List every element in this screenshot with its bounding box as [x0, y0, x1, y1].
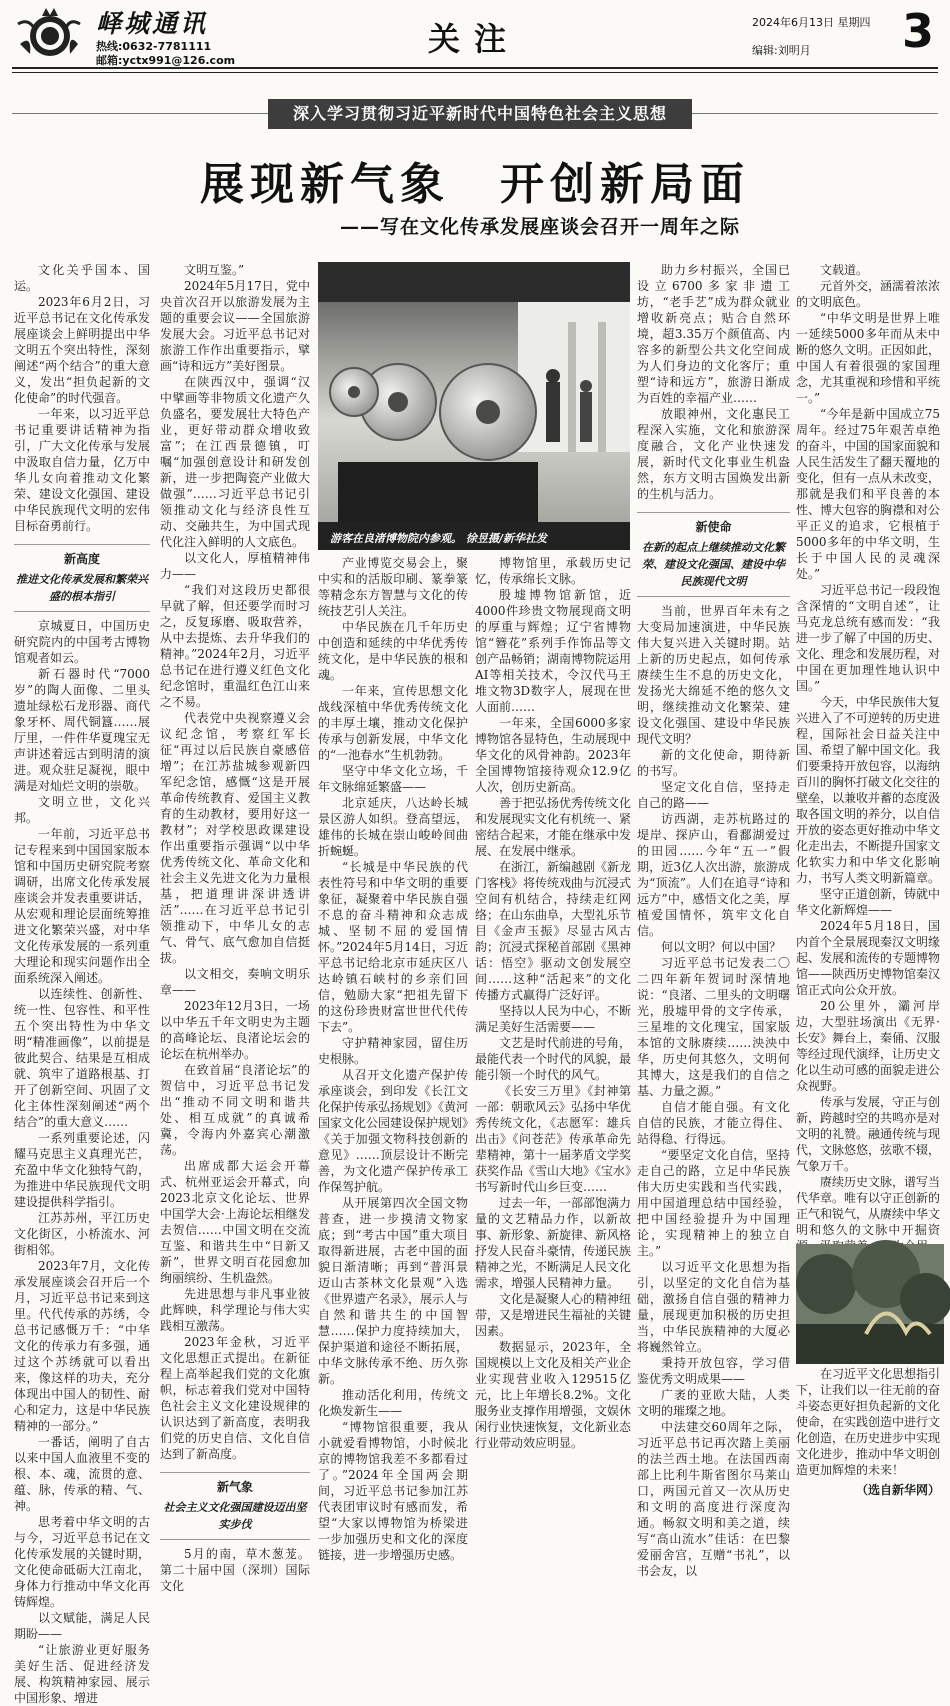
masthead-rule-thin: [12, 72, 938, 73]
paragraph: 2023年7月，文化传承发展座谈会召开后一个月，习近平总书记来到这里。代代传承的苏绣，令总书记感慨万千：“中华文化的传承力有多强，通过这个苏绣就可以看出来，像这样的功夫，充分体现出中国人的韧性、耐心和定力，这是中华民族精神的一部分。”: [14, 1259, 150, 1433]
paragraph: 江苏苏州，平江历史文化街区，小桥流水、河街相邻。: [14, 1211, 150, 1257]
paragraph: 以文赋能，满足人民期盼——: [14, 1611, 150, 1641]
paragraph: 思考着中华文明的古与今，习近平总书记在文化传承发展的关键时期，文化使命砥砺大江南北，身体力行推动中华文化再铸辉煌。: [14, 1515, 150, 1609]
paragraph: 京城夏日，中国历史研究院内的中国考古博物馆观者如云。: [14, 619, 150, 665]
paragraph: 坚持以人民为中心，不断满足美好生活需要——: [475, 1004, 632, 1034]
paragraph: “中华文明是世界上唯一延续5000多年而从未中断的悠久文明。正因如此，中国人有着很强的家国理念，尤其重视和珍惜和平统一。”: [796, 311, 941, 405]
paragraph: 2023年12月3日，一场以中华五千年文明史为主题的高峰论坛、良渚论坛会的论坛在杭州举办。: [160, 999, 310, 1061]
paragraph: 传承与发展，守正与创新，跨越时空的共鸣亦是对文明的礼赞。融通传统与现代，文脉悠悠，弦歌不辍，气象万千。: [796, 1095, 941, 1173]
subsection-title-new-look: 新气象: [160, 1472, 310, 1495]
paragraph: 出席成都大运会开幕式、杭州亚运会开幕式，向2023北京文化论坛、世界中国学大会·上海论坛相继发去贺信……中国文明在交流互鉴、和谐共生中“日新又新”，世界文明百花园愈加绚丽缤纷、生机盎然。: [160, 1159, 310, 1285]
column-5: [637, 262, 790, 1578]
c1-intro: [14, 262, 150, 534]
paragraph: 赓续历史文脉，谱写当代华章。唯有以守正创新的正气和锐气，从赓续中华文明和悠久的文脉中开掘资: [796, 1175, 941, 1237]
paragraph: 以连续性、创新性、统一性、包容性、和平性五个突出特性为中华文明“精准画像”，以前提是彼此契合、结果是互相成就、筑牢了道路根基、打开了创新空间、巩固了文化主体性深刻阐述“两个结合”的重大意义……: [14, 987, 150, 1129]
article-source: （选自新华网）: [855, 1483, 940, 1497]
photo-caption: 游客在良渚博物院内参观。 徐昱摄/新华社发: [330, 532, 547, 545]
paragraph: 新石器时代“7000岁”的陶人面像、二里头遗址绿松石龙形器、商代象牙杯、周代铜簋……展厅里，一件件华夏瑰宝无声讲述着远古到明清的演进。观众驻足凝视，眼中满是对灿烂文明的崇敬。: [14, 667, 150, 793]
column-3: [318, 555, 469, 1562]
paragraph: 一番话，阐明了自古以来中国人血液里不变的根、本、魂，流贯的意、蕴、脉，传承的精、气、神。: [14, 1435, 150, 1513]
paragraph: 从召开文化遗产保护传承座谈会，到印发《长江文化保护传承弘扬规划》《黄河国家文化公园建设保护规划》《关于加强文物科技创新的意见》……顶层设计不断完善，为文化遗产保护传承工作保驾护航。: [318, 1068, 469, 1194]
paragraph: 产业博览交易会上，聚中实和的活版印刷、篆拳篆等精念东方智慧与文化的传统技艺引人关注。: [318, 556, 468, 618]
museum-photo: [318, 262, 630, 550]
paragraph: 一系列重要论述，闪耀马克思主义真理光芒，充盈中华文化独特气韵，为推进中华民族现代文明建设提供科学指引。: [14, 1131, 150, 1209]
page-number: 3: [902, 4, 935, 58]
paragraph: 今天，中华民族伟大复兴进入了不可逆转的历史进程，国际社会日益关注中国、希望了解中国文化。我们要秉持开放包容，以海纳百川的胸怀打破文化交往的壁垒，以兼收并蓄的态度汲取各国文明的养分，以自信开放的姿态更好推动中华文化走出去，不断提升国家文化软实力和中华文化影响力，书写人类文明新篇章。: [796, 695, 941, 885]
column-4: [475, 555, 632, 1450]
paragraph: 文载道。: [820, 263, 869, 277]
column-2: [160, 262, 310, 1593]
paragraph: 善于把弘扬优秀传统文化和发展现实文化有机统一、紧密结合起来，才能在继承中发展、在发展中继承。: [475, 796, 632, 858]
paragraph: 访西湖，走苏杭路过的堤岸、探庐山，看鄱湖爱过的田园……今年“五一”假期，近3亿人次出游，旅游成为“顶流”。人们在追寻“诗和远方”中，感悟文化之美，厚植爱国情怀，筑牢文化自信。: [637, 812, 790, 938]
paragraph: 5月的南，草木葱茏。第二十届中国（深圳）国际文化: [160, 1547, 310, 1593]
paragraph: “今年是新中国成立75周年。经过75年艰苦卓绝的奋斗，中国的国家面貌和人民生活发生了翻天覆地的变化，但有一点从未改变，那就是我们和平良善的本性、博大包容的胸襟和对公平正义的追求，它根植于5000多年的中华文明，生长于中国人民的灵魂深处。”: [796, 407, 941, 581]
paragraph: 以文化人，厚植精神伟力——: [160, 551, 310, 581]
masthead-rule: [12, 67, 938, 69]
subheadline: ——写在文化传承发展座谈会召开一周年之际: [340, 216, 741, 238]
column-1: [14, 262, 150, 1705]
subsection-kicker: 在新的起点上继续推动文化繁荣、建设文化强国、建设中华民族现代文明: [637, 539, 790, 597]
paragraph: 一年来，宣传思想文化战线深植中华优秀传统文化的丰厚土壤，推动文化保护传承与创新发展，中华文化的“一池春水”生机勃勃。: [318, 684, 468, 762]
paragraph: 当前，世界百年未有之大变局加速演进，中华民族伟大复兴进入关键时期。站上新的历史起点，如何传承赓续生生不息的历史文化，发扬光大绵延不绝的悠久文明，继续推动文化繁荣、建设文化强国、建设中华民族现代文明？: [637, 604, 790, 746]
paragraph: 中华民族在几千年历史中创造和延续的中华优秀传统文化，是中华民族的根和魂。: [318, 620, 468, 682]
paragraph: 文化关乎国本、国运。: [14, 263, 150, 293]
paragraph: 何以文明？何以中国？: [661, 940, 782, 954]
paragraph: 坚守正道创新，铸就中华文化新辉煌——: [796, 887, 941, 917]
subsection-title-new-height: 新高度: [14, 544, 150, 567]
headline: 展现新气象 开创新局面: [200, 159, 750, 210]
editor: 编辑:刘明月: [752, 44, 811, 57]
paragraph: 文化是凝聚人心的精神纽带，又是增进民生福祉的关键因素。: [475, 1292, 632, 1338]
paragraph: 2023年6月2日，习近平总书记在文化传承发展座谈会上鲜明提出中华文明五个突出特性，深刻阐述“两个结合”的重大意义，发出“担负起新的文化使命”的时代强音。: [14, 295, 150, 405]
paragraph: 数据显示，2023年，全国规模以上文化及相关产业企业实现营业收入129515亿元，比上年增长8.2%。文化服务业支撑作用增强，文娱休闲行业快速恢复，文化新业态行业带动效应明显。: [475, 1340, 632, 1450]
masthead: [0, 0, 950, 68]
subsection-title-new-mission: 新使命: [637, 512, 790, 535]
paragraph: 过去一年，一部部饱满力量的文艺精品力作，以新故事、新形象、新旋律、新风格抒发人民奋斗豪情，传递民族精神之光，不断满足人民文化需求，增强人民精神力量。: [475, 1196, 632, 1290]
paragraph: 文明互鉴。”: [184, 263, 245, 277]
paragraph: 一年来，以习近平总书记重要讲话精神为指引，广大文化传承与发展中汲取自信力量，亿万中华儿女向着推动文化繁荣、建设文化强国、建设中华民族现代文明的宏伟目标奋勇前行。: [14, 407, 150, 533]
paragraph: “我们对这段历史都很早就了解，但还要学而时习之，反复琢磨、吸取营养，从中去提炼、去升华我们的精神。”2024年2月，习近平总书记在进行遵义红色文化纪念馆时，重温红色江山来之不易。: [160, 583, 310, 709]
paragraph: “长城是中华民族的代表性符号和中华文明的重要象征，凝聚着中华民族自强不息的奋斗精神和众志成城、坚韧不屈的爱国情怀。”2024年5月14日，习近平总书记给北京市延庆区八达岭镇石峡村的乡亲们回信，勉励大家“把祖先留下的这份珍贵财富世世代代传下去”。: [318, 860, 468, 1034]
paragraph: 坚守中华文化立场，千年文脉绵延繁盛——: [318, 764, 468, 794]
hotline: 热线:0632-7781111: [96, 40, 212, 53]
paragraph: 2023年金秋，习近平文化思想正式提出。在新征程上高举起我们党的文化旗帜，标志着我们党对中国特色社会主义文化建设规律的认识达到了新高度，表明我们党的历史自信、文化自信达到了新高度。: [160, 1335, 310, 1461]
paragraph: 2024年5月17日，党中央首次召开以旅游发展为主题的重要会议——全国旅游发展大会。习近平总书记对旅游工作作出重要指示，擘画“诗和远方”美好图景。: [160, 279, 310, 373]
paragraph: 20公里外，灞河岸边，大型驻场演出《无界·长安》舞台上，秦俑、汉服等经过现代演绎，让历史文化以生动可感的面貌走进公众视野。: [796, 999, 941, 1093]
subsection-kicker: 推进文化传承发展和繁荣兴盛的根本指引: [14, 571, 150, 612]
paper-name: 峄城通讯: [96, 9, 209, 38]
paragraph: 从开展第四次全国文物普查，进一步摸清文物家底；到“考古中国”重大项目取得新进展，古老中国的面貌日渐清晰；再到“普洱景迈山古茶林文化景观”入选《世界遗产名录》，展示人与自然和谐共生的中国智慧……保护力度持续加大，保护渠道和途径不断拓展，中华文脉传承不绝、历久弥新。: [318, 1196, 469, 1386]
pomegranate-logo-icon: [12, 4, 86, 64]
paragraph: 在陕西汉中，强调“汉中擘画等非物质文化遗产久负盛名，要发展壮大特色产业，更好带动群众增收致富”；在江西景德镇，叮嘱“加强创意设计和研发创新，进一步把陶瓷产业做大做强”……习近平总书记引领推动文化与经济良性互动、交融共生，为中国式现代化注入鲜明的人文底色。: [160, 375, 310, 549]
paragraph: “要坚定文化自信，坚持走自己的路，立足中华民族伟大历史实践和当代实践，用中国道理总结中国经验，把中国经验提升为中国理论，实现精神上的独立自主。”: [637, 1148, 790, 1258]
email: 邮箱:yctx991@126.com: [96, 54, 236, 67]
column-6: [796, 262, 941, 1497]
paragraph: 习近平总书记发表二〇二四年新年贺词时深情地说：“良渚、二里头的文明曙光，殷墟甲骨的文字传承，三星堆的文化瑰宝，国家版本馆的文脉赓续……泱泱中华，历史何其悠久，文明何其博大，这是我们的自信之基、力量之源。”: [637, 956, 790, 1098]
paragraph: 文明立世，文化兴邦。: [14, 795, 150, 825]
paragraph: 推动活化利用，传统文化焕发新生——: [318, 1388, 468, 1418]
issue-date: 2024年6月13日 星期四: [752, 16, 871, 29]
paragraph: 先进思想与非凡事业彼此辉映，科学理论与伟大实践相互激荡。: [160, 1287, 310, 1333]
c1-body: [14, 618, 150, 1706]
paragraph: “博物馆很重要，我从小就爱看博物馆，小时候北京的博物馆我差不多都看过了。”2024年全国两会期间，习近平总书记参加江苏代表团审议时有感而发，希望“大家以博物馆为桥梁进一步加强历史和文化的深度链接，进一步增强历史感。: [318, 1420, 468, 1562]
paragraph: 一年来，全国6000多家博物馆各显特色，生动展现中华文化的风骨神韵。2023年全国博物馆接待观众12.9亿人次，创历史新高。: [475, 716, 632, 794]
subsection-kicker: 社会主义文化强国建设迈出坚实步伐: [160, 1499, 310, 1540]
paragraph: 习近平总书记一段段饱含深情的“文明自述”，让马克龙总统有感而发：“我进一步了解了中国的历史、文化、理念和发展历程，对中国在更加理性地认识中国。”: [796, 583, 941, 693]
topic-banner: 深入学习贯彻习近平新时代中国特色社会主义思想: [268, 99, 692, 129]
paragraph: 新的文化使命，期待新的书写。: [637, 748, 790, 778]
paragraph: 守护精神家园，留住历史根脉。: [318, 1036, 468, 1066]
paragraph: 一年前，习近平总书记专程来到中国国家版本馆和中国历史研究院考察调研，出席文化传承发展座谈会并发表重要讲话，从宏观和理论层面统筹推进文化繁荣兴盛，对中华文化传承发展的一系列重大理论和现实问题作出全面系统深入阐述。: [14, 827, 150, 985]
paragraph: 自信才能自强。有文化自信的民族，才能立得住、站得稳、行得远。: [637, 1100, 790, 1146]
paragraph: 博物馆里，承载历史记忆，传承绵长文脉。: [475, 556, 631, 586]
paragraph: 北京延庆，八达岭长城景区游人如织。登高望远，雄伟的长城在崇山峻岭间曲折蜿蜒。: [318, 796, 468, 858]
paragraph: 文艺是时代前进的号角，最能代表一个时代的风貌，最能引领一个时代的风气。: [475, 1036, 632, 1082]
corner-decoration-image: [796, 1244, 944, 1364]
paragraph: 在习近平文化思想指引下，让我们以一往无前的奋斗姿态更好担负起新的文化使命，在实践创造中进行文化创造，在历史进步中实现文化进步，推动中华文明创造更加辉煌的未来！: [796, 1367, 941, 1477]
paragraph: 以习近平文化思想为指引，以坚定的文化自信为基础，激扬自信自强的精神力量，展现更加积极的历史担当，中华民族精神的大厦必将巍然耸立。: [637, 1260, 790, 1354]
corner-decoration-photo: [796, 1244, 944, 1364]
paragraph: 元首外交，涵濡着浓浓的文明底色。: [796, 279, 941, 309]
paragraph: 殷墟博物馆新馆，近4000件珍贵文物展现商文明的厚重与辉煌；辽宁省博物馆“簪花”系列手作饰品等文创产品畅销；湖南博物院运用AI等相关技术，令汉代马王堆文物3D数字人，展现在世人面前……: [475, 588, 632, 714]
paragraph: 2024年5月18日，国内首个全景展现秦汉文明缘起、发展和流传的专题博物馆——陕西历史博物馆秦汉馆正式向公众开放。: [796, 919, 941, 997]
paragraph: 助力乡村振兴，全国已设立6700多家非遗工坊，“老手艺”成为群众就业增收新亮点；贴合自然环境，超3.35万个颜值高、内容多的新型公共文化空间成为人们身边的文化客厅；重塑“诗和远方”，旅游日渐成为百姓的幸福产业……: [637, 263, 790, 405]
paragraph: 中法建交60周年之际，习近平总书记再次踏上美丽的法兰西土地。在法国西南部上比利牛斯省图尔马莱山口，两国元首又一次从历史和文明的高度进行深度沟通。畅叙文明和美之道，续写“高山流水”佳话：在巴黎爱丽舍宫，互赠“书礼”，以书会友，以: [637, 1420, 790, 1578]
paragraph: 广袤的亚欧大陆，人类文明的璀璨之地。: [637, 1388, 790, 1418]
paragraph: 在致首届“良渚论坛”的贺信中，习近平总书记发出“推动不同文明和谐共处、相互成就”的真诚希冀，令海内外嘉宾心潮激荡。: [160, 1063, 310, 1157]
museum-photo-image: [318, 262, 630, 550]
section-title: 关注: [428, 20, 521, 58]
paragraph: 以文相交，奏响文明乐章——: [160, 967, 310, 997]
paragraph: “让旅游业更好服务美好生活、促进经济发展、构筑精神家园、展示中国形象、增进: [14, 1643, 150, 1705]
paragraph: 秉持开放包容，学习借鉴优秀文明成果——: [637, 1356, 790, 1386]
paragraph: 坚定文化自信，坚持走自己的路——: [637, 780, 790, 810]
paragraph: 代表党中央视察遵义会议纪念馆，考察红军长征“再过以后民族自豪感倍增”；在江苏盐城参观新四军纪念馆，感慨“这是开展革命传统教育、爱国主义教育的生动教材，要用好这一教材”；对学校思政课建设作出重要指示强调“以中华优秀传统文化、革命文化和社会主义先进文化为力量根基，把道理讲深讲透讲活”……在习近平总书记引领推动下，中华儿女的志气、骨气、底气愈加自信挺拔。: [160, 711, 310, 965]
paragraph: 《长安三万里》《封神第一部：朝歌风云》弘扬中华优秀传统文化，《志愿军：雄兵出击》《问苍茫》传承革命先辈精神，第十一届茅盾文学奖获奖作品《雪山大地》《宝水》书写新时代山乡巨变……: [475, 1084, 632, 1194]
paragraph: 放眼神州，文化惠民工程深入实施，文化和旅游深度融合，文化产业快速发展，新时代文化事业生机盎然，东方文明古国焕发出新的生机与活力。: [637, 407, 790, 501]
paragraph: 在浙江，新编越剧《新龙门客栈》将传统戏曲与沉浸式空间有机结合，持续走红网络；在山东曲阜，大型礼乐节目《金声玉振》尽显古风古韵；沉浸式探秘首部剧《黑神话：悟空》驱动文创发展空间……这种“活起来”的文化传播方式赢得广泛好评。: [475, 860, 632, 1002]
